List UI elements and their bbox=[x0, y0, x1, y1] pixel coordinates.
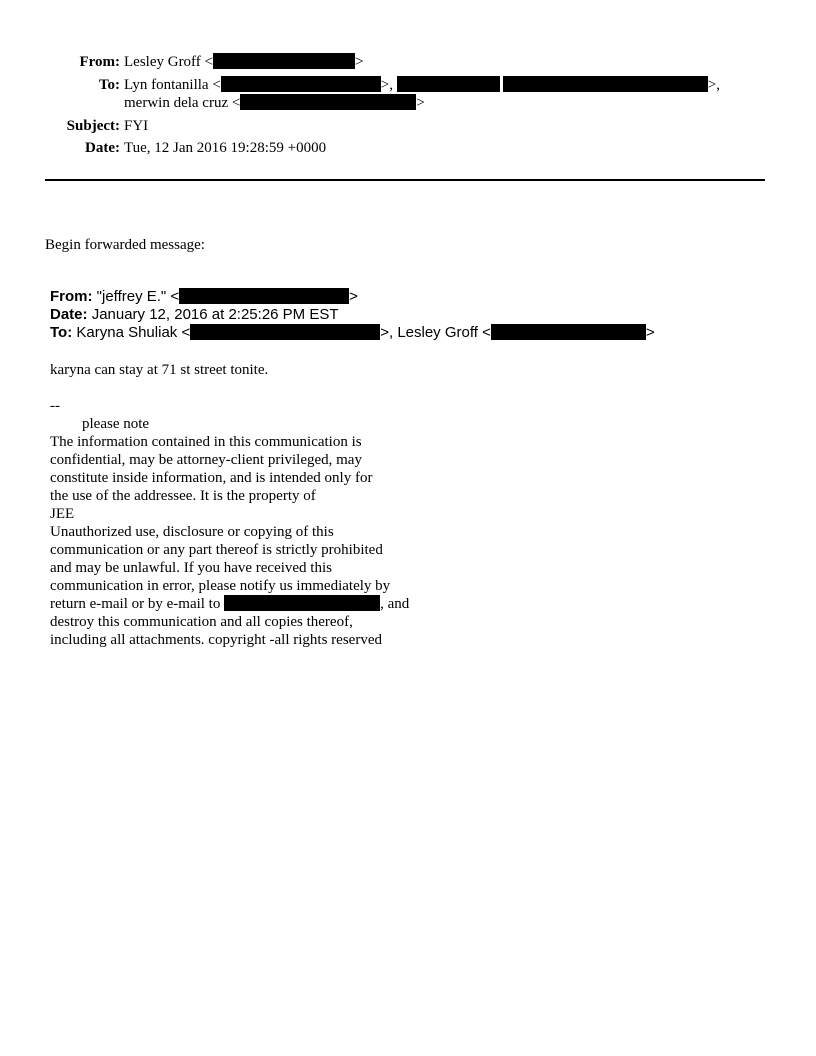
forwarded-date-label: Date: bbox=[50, 306, 88, 323]
forwarded-from-label: From: bbox=[50, 288, 93, 305]
disclaimer-line: confidential, may be attorney-client privileged, may bbox=[50, 452, 362, 468]
from-label: From: bbox=[79, 54, 120, 70]
disclaimer-line: communication or any part thereof is strictly prohibited bbox=[50, 542, 383, 558]
forwarded-date-row bbox=[50, 306, 655, 324]
forwarded-header bbox=[50, 288, 655, 342]
date-value: Tue, 12 Jan 2016 19:28:59 +0000 bbox=[124, 140, 327, 156]
redaction-block bbox=[221, 76, 381, 92]
to-line1-end: >, bbox=[707, 77, 720, 93]
to-value-line1 bbox=[124, 76, 720, 94]
forwarded-from-row bbox=[50, 288, 655, 306]
forwarded-from-value: "jeffrey E." < bbox=[96, 288, 180, 305]
forwarded-to-close: > bbox=[645, 324, 655, 341]
subject-value: FYI bbox=[124, 118, 149, 134]
begin-forwarded-message: Begin forwarded message: bbox=[45, 237, 205, 253]
to-name-2: merwin dela cruz < bbox=[124, 95, 241, 111]
redaction-block bbox=[503, 76, 708, 92]
redaction-block bbox=[213, 53, 355, 69]
redaction-block bbox=[240, 94, 416, 110]
signature-please-note: please note bbox=[82, 416, 150, 432]
redaction-block bbox=[179, 288, 349, 304]
message-body: karyna can stay at 71 st street tonite. bbox=[50, 362, 269, 378]
disclaimer-line-start: return e-mail or by e-mail to bbox=[50, 596, 225, 612]
disclaimer-line bbox=[50, 595, 409, 613]
header-divider bbox=[45, 179, 765, 181]
disclaimer-line: JEE bbox=[50, 506, 75, 522]
to-label: To: bbox=[98, 77, 120, 93]
forwarded-date-value: January 12, 2016 at 2:25:26 PM EST bbox=[91, 306, 339, 323]
date-label: Date: bbox=[85, 140, 120, 156]
forwarded-from-close: > bbox=[349, 288, 358, 305]
redaction-block bbox=[491, 324, 646, 340]
forwarded-to-separator: >, Lesley Groff < bbox=[380, 324, 491, 341]
subject-label: Subject: bbox=[66, 118, 120, 134]
redaction-block bbox=[190, 324, 380, 340]
to-name-1: Lyn fontanilla < bbox=[124, 77, 221, 93]
signature-disclaimer bbox=[50, 397, 409, 649]
disclaimer-line: constitute inside information, and is intended only for bbox=[50, 470, 373, 486]
disclaimer-line: communication in error, please notify us immediately by bbox=[50, 578, 391, 594]
disclaimer-line: destroy this communication and all copies thereof, bbox=[50, 614, 353, 630]
to-value-line2 bbox=[124, 94, 425, 112]
forwarded-to-row bbox=[50, 324, 655, 342]
redaction-block bbox=[397, 76, 500, 92]
disclaimer-line: the use of the addressee. It is the property of bbox=[50, 488, 316, 504]
redaction-block bbox=[224, 595, 380, 611]
from-name: Lesley Groff < bbox=[124, 54, 213, 70]
disclaimer-line: Unauthorized use, disclosure or copying of this bbox=[50, 524, 334, 540]
from-close: > bbox=[355, 54, 364, 70]
disclaimer-line: including all attachments. copyright -all rights reserved bbox=[50, 632, 382, 648]
forwarded-to-label: To: bbox=[50, 324, 73, 341]
disclaimer-line: The information contained in this communication is bbox=[50, 434, 362, 450]
from-value bbox=[124, 53, 363, 71]
to-line2-close: > bbox=[416, 95, 425, 111]
disclaimer-line: and may be unlawful. If you have received this bbox=[50, 560, 332, 576]
to-separator: >, bbox=[380, 77, 397, 93]
forwarded-to-value: Karyna Shuliak < bbox=[76, 324, 191, 341]
disclaimer-line-end: , and bbox=[380, 596, 410, 612]
signature-dashes: -- bbox=[50, 398, 60, 414]
